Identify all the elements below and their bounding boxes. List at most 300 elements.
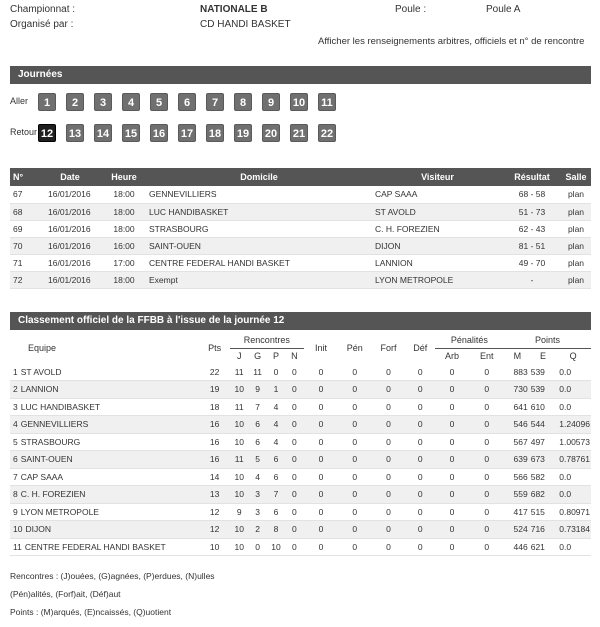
schedule-cell-heure: 16:00: [102, 237, 146, 254]
journee-button-14[interactable]: 14: [94, 124, 112, 142]
standings-cell-pen: 0: [338, 451, 371, 469]
standings-team-name: LYON METROPOLE: [20, 506, 99, 517]
standings-cell-p: 6: [267, 451, 285, 469]
standings-team-name: STRASBOURG: [20, 436, 81, 447]
h-init: Init: [304, 332, 339, 363]
schedule-cell-heure: 18:00: [102, 203, 146, 220]
aller-row: [10, 91, 591, 113]
standings-cell-m: 524: [504, 521, 531, 539]
schedule-cell-domicile: LUC HANDIBASKET: [146, 203, 372, 220]
salle-plan-link[interactable]: plan: [561, 220, 591, 237]
standings-row: [10, 451, 591, 469]
h-forf: Forf: [371, 332, 406, 363]
h-e: E: [531, 348, 556, 363]
schedule-cell-num: 68: [10, 203, 38, 220]
standings-cell-forf: 0: [371, 486, 406, 504]
journee-button-16[interactable]: 16: [150, 124, 168, 142]
schedule-cell-num: 71: [10, 254, 38, 271]
standings-cell-def: 0: [406, 521, 435, 539]
journee-button-12[interactable]: 12: [38, 124, 56, 142]
journee-button-6[interactable]: 6: [178, 93, 196, 111]
standings-cell-pts: 12: [199, 503, 230, 521]
standings-cell-n: 0: [285, 451, 303, 469]
standings-cell-j: 10: [230, 468, 248, 486]
schedule-cell-date: 16/01/2016: [38, 220, 102, 237]
schedule-cell-date: 16/01/2016: [38, 271, 102, 288]
standings-cell-m: 883: [504, 363, 531, 381]
schedule-cell-num: 67: [10, 186, 38, 203]
standings-cell-j: 11: [230, 363, 248, 381]
standings-cell-def: 0: [406, 381, 435, 399]
standings-cell-forf: 0: [371, 538, 406, 556]
standings-rank: 2: [13, 384, 18, 395]
standings-cell-forf: 0: [371, 416, 406, 434]
standings-cell-j: 10: [230, 486, 248, 504]
h-q: Q: [555, 348, 591, 363]
salle-plan-link[interactable]: plan: [561, 237, 591, 254]
standings-cell-ent: 0: [469, 468, 504, 486]
schedule-row: [10, 237, 591, 254]
standings-cell-arb: 0: [435, 538, 470, 556]
standings-cell-p: 6: [267, 468, 285, 486]
standings-rank: 3: [13, 401, 18, 412]
standings-cell-q: 1.24096: [555, 416, 591, 434]
standings-cell-e: 673: [531, 451, 556, 469]
standings-cell-q: 0.80971: [555, 503, 591, 521]
journee-button-4[interactable]: 4: [122, 93, 140, 111]
standings-cell-e: 610: [531, 398, 556, 416]
standings-cell-arb: 0: [435, 486, 470, 504]
journee-button-19[interactable]: 19: [234, 124, 252, 142]
standings-cell-g: 11: [248, 363, 266, 381]
journee-button-13[interactable]: 13: [66, 124, 84, 142]
standings-cell-def: 0: [406, 468, 435, 486]
schedule-cell-visiteur: CAP SAAA: [372, 186, 503, 203]
standings-cell-pen: 0: [338, 468, 371, 486]
h-n: N: [285, 348, 303, 363]
standings-cell-forf: 0: [371, 433, 406, 451]
standings-cell-init: 0: [304, 363, 339, 381]
standings-cell-def: 0: [406, 451, 435, 469]
h-penalites: Pénalités: [435, 332, 505, 348]
retour-label: Retour: [10, 127, 38, 137]
standings-cell-q: 0.0: [555, 398, 591, 416]
journee-button-22[interactable]: 22: [318, 124, 336, 142]
standings-header: Classement officiel de la FFBB à l'issue de la journée 12: [10, 312, 591, 330]
standings-cell-p: 4: [267, 433, 285, 451]
standings-cell-m: 546: [504, 416, 531, 434]
standings-cell-pen: 0: [338, 503, 371, 521]
standings-cell-ent: 0: [469, 521, 504, 539]
journee-button-3[interactable]: 3: [94, 93, 112, 111]
standings-cell-pen: 0: [338, 538, 371, 556]
standings-cell-pen: 0: [338, 486, 371, 504]
standings-cell-n: 0: [285, 398, 303, 416]
legend-penalites: (Pén)alités, (Forf)ait, (Déf)aut: [10, 589, 121, 599]
h-def: Déf: [406, 332, 435, 363]
standings-row: [10, 416, 591, 434]
standings-cell-q: 0.78761: [555, 451, 591, 469]
h-pts: Pts: [199, 332, 230, 363]
standings-team: [10, 503, 199, 521]
standings-row: [10, 538, 591, 556]
schedule-cell-visiteur: C. H. FOREZIEN: [372, 220, 503, 237]
standings-cell-g: 2: [248, 521, 266, 539]
standings-cell-forf: 0: [371, 451, 406, 469]
standings-header-row-1: [10, 332, 591, 348]
standings-cell-arb: 0: [435, 381, 470, 399]
standings-cell-e: 544: [531, 416, 556, 434]
standings-cell-init: 0: [304, 503, 339, 521]
standings-cell-arb: 0: [435, 468, 470, 486]
standings-cell-init: 0: [304, 468, 339, 486]
standings-cell-e: 716: [531, 521, 556, 539]
standings-cell-pen: 0: [338, 398, 371, 416]
standings-rank: 6: [13, 454, 18, 465]
h-arb: Arb: [435, 348, 470, 363]
standings-cell-n: 0: [285, 433, 303, 451]
poule-value: Poule A: [486, 4, 521, 15]
standings-cell-p: 10: [267, 538, 285, 556]
standings-cell-pts: 13: [199, 486, 230, 504]
schedule-cell-num: 72: [10, 271, 38, 288]
col-visiteur: Visiteur: [372, 168, 503, 186]
schedule-cell-resultat: 62 - 43: [503, 220, 561, 237]
standings-team: [10, 381, 199, 399]
standings-row: [10, 468, 591, 486]
schedule-cell-domicile: STRASBOURG: [146, 220, 372, 237]
standings-team-name: LUC HANDIBASKET: [20, 401, 101, 412]
salle-plan-link[interactable]: plan: [561, 271, 591, 288]
standings-cell-q: 0.0: [555, 538, 591, 556]
schedule-header-row: [10, 168, 591, 186]
journees-header: Journées: [10, 66, 591, 84]
journee-button-21[interactable]: 21: [290, 124, 308, 142]
standings-team: [10, 538, 199, 556]
standings-cell-e: 682: [531, 486, 556, 504]
journee-button-2[interactable]: 2: [66, 93, 84, 111]
standings-cell-e: 515: [531, 503, 556, 521]
journee-button-10[interactable]: 10: [290, 93, 308, 111]
col-resultat: Résultat: [503, 168, 561, 186]
standings-cell-def: 0: [406, 538, 435, 556]
standings-cell-n: 0: [285, 416, 303, 434]
standings-cell-pts: 16: [199, 416, 230, 434]
standings-cell-init: 0: [304, 451, 339, 469]
schedule-row: [10, 271, 591, 288]
standings-rank: 7: [13, 471, 18, 482]
standings-cell-forf: 0: [371, 398, 406, 416]
standings-cell-m: 417: [504, 503, 531, 521]
standings-cell-e: 582: [531, 468, 556, 486]
standings-cell-init: 0: [304, 538, 339, 556]
journee-button-20[interactable]: 20: [262, 124, 280, 142]
journee-button-1[interactable]: 1: [38, 93, 56, 111]
h-rencontres: Rencontres: [230, 332, 304, 348]
standings-cell-m: 639: [504, 451, 531, 469]
standings-cell-forf: 0: [371, 521, 406, 539]
standings-rank: 10: [13, 524, 23, 535]
schedule-row: [10, 186, 591, 203]
standings-cell-arb: 0: [435, 433, 470, 451]
schedule-table: [10, 168, 591, 289]
standings-cell-g: 0: [248, 538, 266, 556]
standings-cell-ent: 0: [469, 503, 504, 521]
standings-row: [10, 486, 591, 504]
standings-cell-arb: 0: [435, 503, 470, 521]
schedule-cell-heure: 18:00: [102, 220, 146, 237]
standings-cell-forf: 0: [371, 468, 406, 486]
standings-cell-e: 497: [531, 433, 556, 451]
journee-button-9[interactable]: 9: [262, 93, 280, 111]
salle-plan-link[interactable]: plan: [561, 203, 591, 220]
col-domicile: Domicile: [146, 168, 372, 186]
salle-plan-link[interactable]: plan: [561, 254, 591, 271]
schedule-cell-heure: 17:00: [102, 254, 146, 271]
journee-button-18[interactable]: 18: [206, 124, 224, 142]
standings-cell-def: 0: [406, 433, 435, 451]
standings-cell-m: 559: [504, 486, 531, 504]
standings-cell-e: 539: [531, 381, 556, 399]
standings-cell-pts: 16: [199, 451, 230, 469]
standings-cell-arb: 0: [435, 451, 470, 469]
standings-team: [10, 416, 199, 434]
schedule-cell-domicile: SAINT-OUEN: [146, 237, 372, 254]
standings-cell-arb: 0: [435, 521, 470, 539]
standings-rank: 8: [13, 489, 18, 500]
schedule-cell-visiteur: ST AVOLD: [372, 203, 503, 220]
standings-cell-j: 11: [230, 398, 248, 416]
standings-cell-pts: 22: [199, 363, 230, 381]
standings-cell-q: 0.0: [555, 363, 591, 381]
standings-cell-q: 0.0: [555, 381, 591, 399]
standings-cell-g: 3: [248, 486, 266, 504]
standings-cell-q: 1.00573: [555, 433, 591, 451]
standings-cell-pts: 16: [199, 433, 230, 451]
standings-cell-j: 10: [230, 433, 248, 451]
col-heure: Heure: [102, 168, 146, 186]
standings-cell-init: 0: [304, 416, 339, 434]
poule-label: Poule :: [395, 4, 427, 15]
standings-rank: 5: [13, 436, 18, 447]
standings-team-name: CENTRE FEDERAL HANDI BASKET: [24, 541, 166, 552]
standings-cell-pts: 18: [199, 398, 230, 416]
organise-label: Organisé par :: [10, 19, 74, 30]
standings-cell-init: 0: [304, 433, 339, 451]
schedule-cell-domicile: CENTRE FEDERAL HANDI BASKET: [146, 254, 372, 271]
schedule-cell-resultat: -: [503, 271, 561, 288]
standings-cell-def: 0: [406, 486, 435, 504]
standings-cell-p: 8: [267, 521, 285, 539]
standings-cell-pts: 19: [199, 381, 230, 399]
standings-cell-arb: 0: [435, 416, 470, 434]
standings-team-name: DIJON: [25, 524, 51, 535]
col-salle: Salle: [561, 168, 591, 186]
standings-rank: 11: [13, 541, 22, 552]
standings-cell-g: 6: [248, 433, 266, 451]
standings-cell-pts: 12: [199, 521, 230, 539]
standings-cell-p: 6: [267, 503, 285, 521]
standings-cell-g: 6: [248, 416, 266, 434]
standings-cell-init: 0: [304, 521, 339, 539]
col-date: Date: [38, 168, 102, 186]
standings-cell-j: 10: [230, 416, 248, 434]
schedule-cell-visiteur: DIJON: [372, 237, 503, 254]
schedule-cell-date: 16/01/2016: [38, 203, 102, 220]
standings-cell-ent: 0: [469, 363, 504, 381]
standings-cell-m: 566: [504, 468, 531, 486]
standings-cell-n: 0: [285, 381, 303, 399]
standings-cell-p: 7: [267, 486, 285, 504]
journee-button-5[interactable]: 5: [150, 93, 168, 111]
schedule-cell-num: 70: [10, 237, 38, 254]
standings-cell-forf: 0: [371, 363, 406, 381]
standings-team: [10, 433, 199, 451]
standings-cell-n: 0: [285, 486, 303, 504]
h-m: M: [504, 348, 531, 363]
standings-row: [10, 521, 591, 539]
standings-row: [10, 433, 591, 451]
legend-rencontres: Rencontres : (J)ouées, (G)agnées, (P)erdues, (N)ulles: [10, 571, 215, 581]
standings-cell-pen: 0: [338, 363, 371, 381]
standings-table: [10, 332, 591, 556]
standings-row: [10, 363, 591, 381]
standings-cell-pen: 0: [338, 433, 371, 451]
standings-cell-n: 0: [285, 521, 303, 539]
standings-cell-e: 621: [531, 538, 556, 556]
standings-cell-forf: 0: [371, 503, 406, 521]
standings-cell-j: 9: [230, 503, 248, 521]
schedule-cell-heure: 18:00: [102, 271, 146, 288]
h-equipe: Equipe: [10, 332, 199, 363]
standings-cell-g: 9: [248, 381, 266, 399]
standings-cell-j: 10: [230, 538, 248, 556]
schedule-cell-resultat: 81 - 51: [503, 237, 561, 254]
schedule-cell-domicile: GENNEVILLIERS: [146, 186, 372, 203]
schedule-cell-resultat: 68 - 58: [503, 186, 561, 203]
standings-cell-p: 0: [267, 363, 285, 381]
schedule-cell-num: 69: [10, 220, 38, 237]
standings-cell-pen: 0: [338, 381, 371, 399]
championnat-value: NATIONALE B: [200, 4, 268, 15]
standings-cell-p: 4: [267, 416, 285, 434]
standings-cell-ent: 0: [469, 451, 504, 469]
schedule-row: [10, 254, 591, 271]
standings-team: [10, 398, 199, 416]
standings-cell-arb: 0: [435, 398, 470, 416]
col-num: N°: [10, 168, 38, 186]
schedule-row: [10, 203, 591, 220]
standings-cell-j: 10: [230, 381, 248, 399]
journee-button-11[interactable]: 11: [318, 93, 336, 111]
standings-team: [10, 486, 199, 504]
schedule-cell-visiteur: LANNION: [372, 254, 503, 271]
standings-cell-arb: 0: [435, 363, 470, 381]
journee-button-7[interactable]: 7: [206, 93, 224, 111]
standings-cell-m: 730: [504, 381, 531, 399]
standings-rank: 9: [13, 506, 18, 517]
schedule-cell-resultat: 49 - 70: [503, 254, 561, 271]
standings-cell-ent: 0: [469, 486, 504, 504]
standings-cell-m: 446: [504, 538, 531, 556]
standings-team: [10, 451, 199, 469]
standings-cell-ent: 0: [469, 433, 504, 451]
standings-cell-g: 4: [248, 468, 266, 486]
schedule-cell-domicile: Exempt: [146, 271, 372, 288]
standings-team-name: CAP SAAA: [20, 471, 64, 482]
info-link[interactable]: Afficher les renseignements arbitres, officiels et n° de rencontre: [318, 36, 585, 47]
standings-cell-p: 1: [267, 381, 285, 399]
standings-team: [10, 468, 199, 486]
standings-cell-def: 0: [406, 503, 435, 521]
standings-team-name: LANNION: [20, 384, 59, 395]
standings-row: [10, 503, 591, 521]
standings-team: [10, 363, 199, 381]
standings-cell-q: 0.0: [555, 468, 591, 486]
h-p: P: [267, 348, 285, 363]
standings-cell-def: 0: [406, 363, 435, 381]
standings-cell-g: 3: [248, 503, 266, 521]
journee-button-15[interactable]: 15: [122, 124, 140, 142]
schedule-cell-date: 16/01/2016: [38, 186, 102, 203]
schedule-cell-heure: 18:00: [102, 186, 146, 203]
championnat-label: Championnat :: [10, 4, 76, 15]
standings-cell-ent: 0: [469, 416, 504, 434]
standings-rank: 1: [13, 366, 18, 377]
journee-button-17[interactable]: 17: [178, 124, 196, 142]
schedule-cell-date: 16/01/2016: [38, 254, 102, 271]
h-g: G: [248, 348, 266, 363]
standings-cell-def: 0: [406, 416, 435, 434]
schedule-row: [10, 220, 591, 237]
organise-value: CD HANDI BASKET: [200, 19, 291, 30]
standings-cell-ent: 0: [469, 381, 504, 399]
h-j: J: [230, 348, 248, 363]
standings-cell-init: 0: [304, 381, 339, 399]
standings-cell-n: 0: [285, 468, 303, 486]
standings-team-name: ST AVOLD: [20, 366, 62, 377]
standings-cell-e: 539: [531, 363, 556, 381]
salle-plan-link[interactable]: plan: [561, 186, 591, 203]
standings-cell-n: 0: [285, 363, 303, 381]
standings-cell-init: 0: [304, 486, 339, 504]
standings-cell-ent: 0: [469, 398, 504, 416]
legend-points: Points : (M)arqués, (E)ncaissés, (Q)uotient: [10, 607, 172, 617]
standings-cell-j: 10: [230, 521, 248, 539]
standings-team-name: C. H. FOREZIEN: [20, 489, 86, 500]
standings-row: [10, 398, 591, 416]
standings-cell-pts: 14: [199, 468, 230, 486]
retour-row: [10, 122, 591, 144]
standings-rank: 4: [13, 419, 18, 430]
standings-cell-q: 0.0: [555, 486, 591, 504]
standings-team-name: GENNEVILLIERS: [20, 419, 89, 430]
journee-button-8[interactable]: 8: [234, 93, 252, 111]
standings-cell-q: 0.73184: [555, 521, 591, 539]
h-points: Points: [504, 332, 591, 348]
standings-cell-g: 7: [248, 398, 266, 416]
h-pen: Pén: [338, 332, 371, 363]
schedule-cell-date: 16/01/2016: [38, 237, 102, 254]
standings-cell-def: 0: [406, 398, 435, 416]
standings-cell-forf: 0: [371, 381, 406, 399]
standings-cell-pen: 0: [338, 416, 371, 434]
standings-cell-pen: 0: [338, 521, 371, 539]
schedule-cell-visiteur: LYON METROPOLE: [372, 271, 503, 288]
standings-cell-init: 0: [304, 398, 339, 416]
standings-cell-ent: 0: [469, 538, 504, 556]
aller-label: Aller: [10, 96, 29, 106]
